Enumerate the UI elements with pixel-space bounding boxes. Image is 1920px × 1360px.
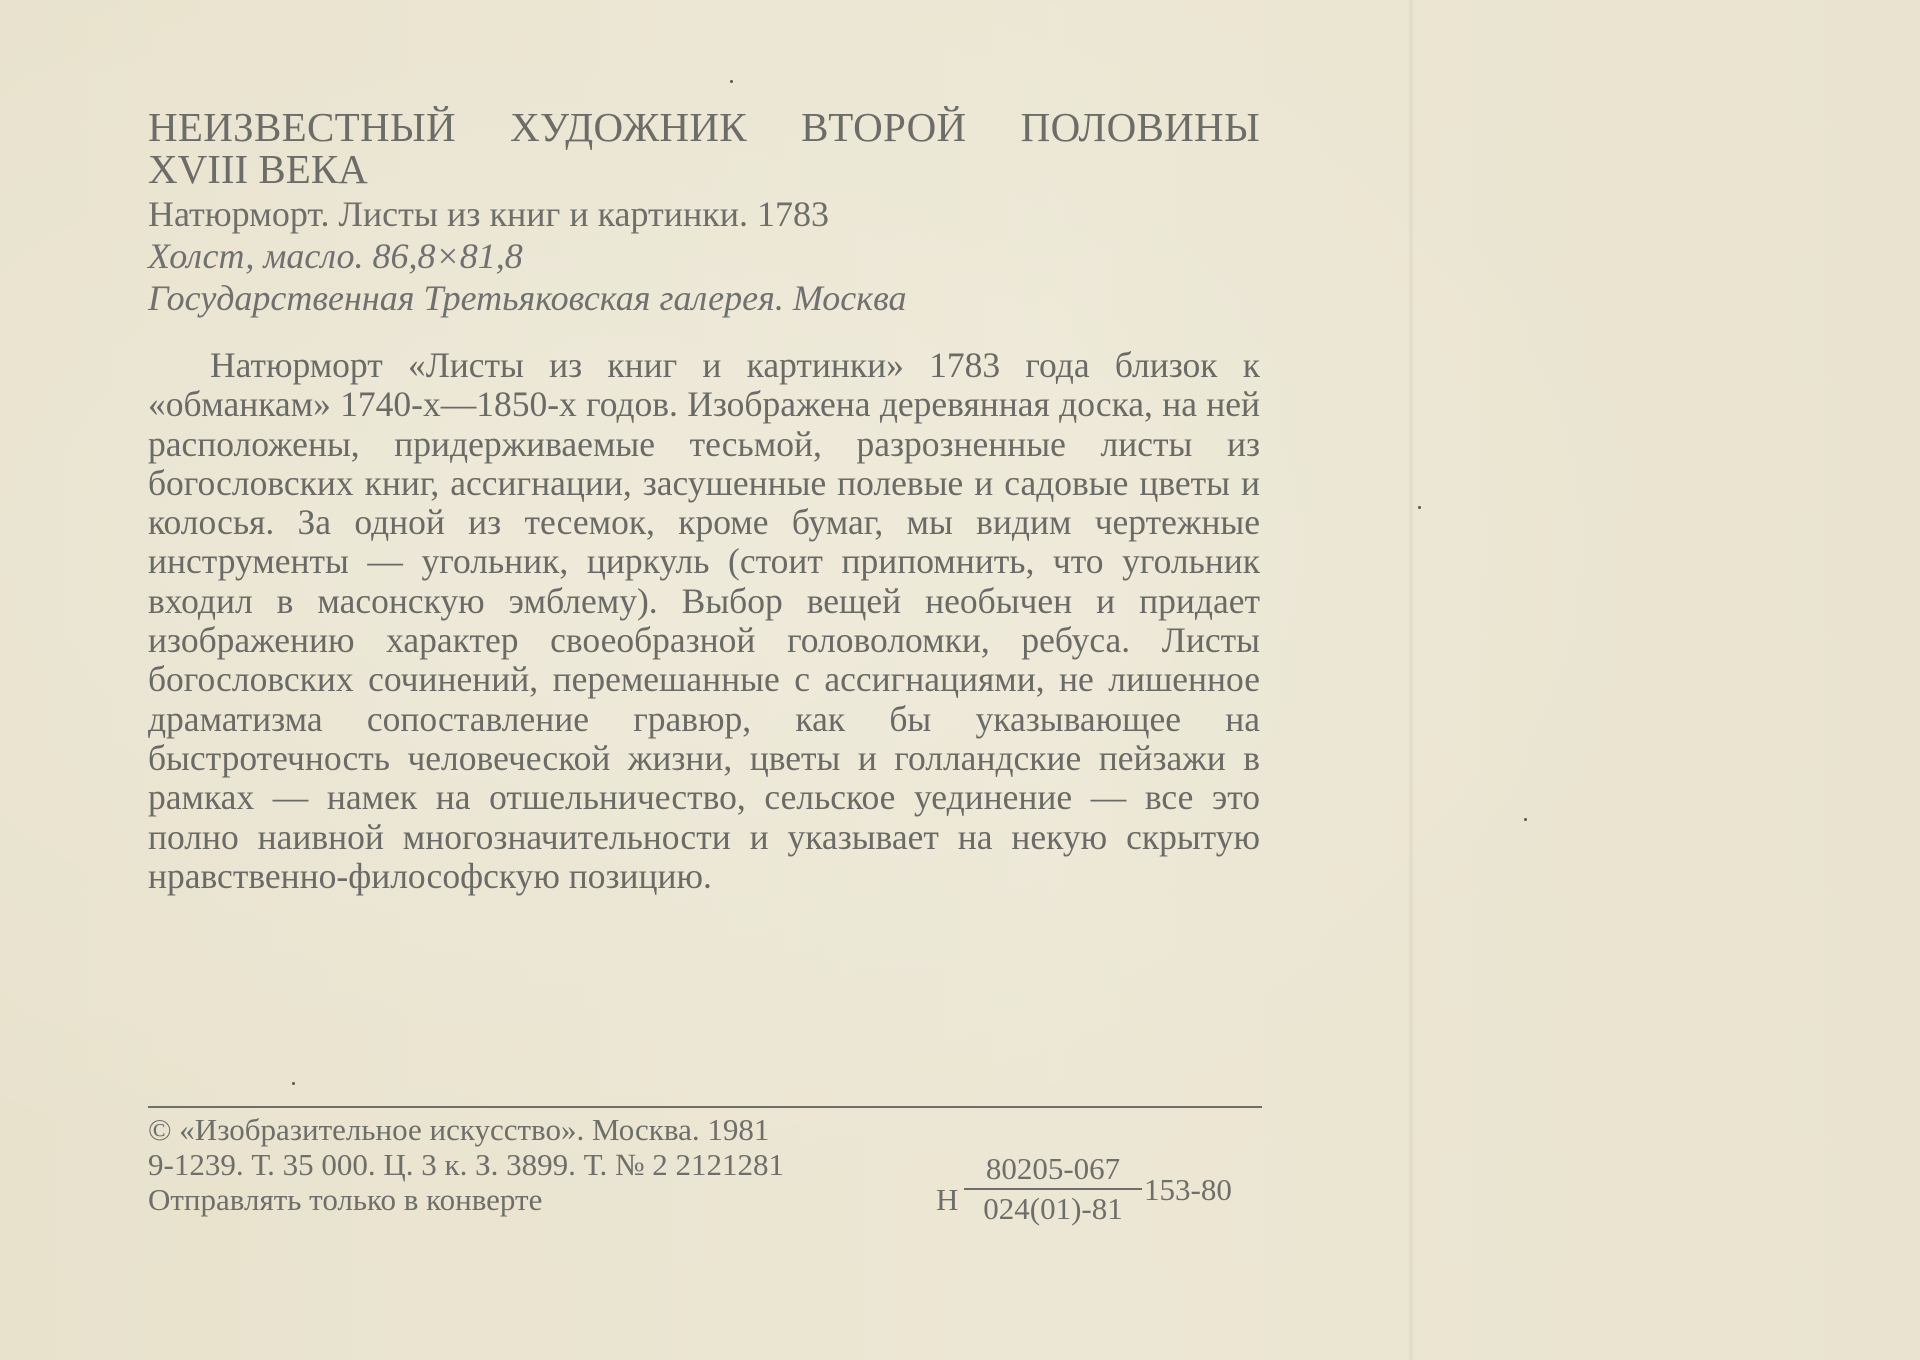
catalog-code-prefix: Н bbox=[936, 1182, 959, 1217]
artist-title-continuation: XVIII ВЕКА bbox=[148, 146, 368, 192]
catalog-code bbox=[936, 1152, 1262, 1242]
catalog-code-fraction bbox=[964, 1152, 1142, 1226]
publication-imprint bbox=[148, 1112, 1262, 1226]
catalog-code-denominator: 024(01)-81 bbox=[983, 1191, 1123, 1226]
artist-title: НЕИЗВЕСТНЫЙ ХУДОЖНИК ВТОРОЙ ПОЛОВИНЫ bbox=[148, 104, 1260, 150]
artwork-caption bbox=[148, 106, 1260, 320]
copyright-line: © «Изобразительное искусство». Москва. 1981 bbox=[148, 1112, 770, 1147]
artwork-name: Натюрморт. Листы из книг и картинки. 1783 bbox=[148, 194, 830, 234]
description-paragraph: Натюрморт «Листы из книг и картинки» 1783 года близок к «обманкам» 1740-х—1850-х годов. Изображена деревянная доска, на ней расположены, придерживаемые тесьмой, разрозненные листы из богословских книг, ассигнации, засушенные полевые и садовые цветы и колосья. За одной из тесемок, кроме бумаг, мы видим чертежные инструменты — угольник, циркуль (стоит припомнить, что угольник входил в масонскую эмблему). Выбор вещей необычен и придает изображению характер своеобразной головоломки, ребуса. Листы богословских сочинений, перемешанные с ассигнациями, не лишенное драматизма сопоставление гравюр, как бы указывающее на быстротечность человеческой жизни, цветы и голландские пейзажи в рамках — намек на отшельничество, сельское уединение — все это полно наивной многозначительности и указывает на некую скрытую нравственно-философскую позицию. bbox=[148, 345, 1260, 896]
paper-speck bbox=[730, 80, 733, 83]
paper-speck bbox=[292, 1082, 295, 1085]
divider bbox=[148, 1106, 1262, 1108]
artwork-medium-dimensions: Холст, масло. 86,8×81,8 bbox=[148, 236, 523, 276]
paper-crease bbox=[1408, 0, 1414, 1360]
mailing-note: Отправлять только в конверте bbox=[148, 1182, 543, 1217]
paper-speck bbox=[1418, 506, 1421, 509]
fraction-bar bbox=[964, 1188, 1142, 1190]
paper-speck bbox=[1524, 818, 1527, 821]
catalog-code-suffix: 153-80 bbox=[1144, 1172, 1232, 1207]
catalog-code-numerator: 80205-067 bbox=[985, 1151, 1121, 1186]
museum-name: Государственная Третьяковская галерея. Москва bbox=[148, 278, 907, 318]
print-details-line: 9-1239. Т. 35 000. Ц. 3 к. З. 3899. Т. № 2 2121281 bbox=[148, 1147, 785, 1182]
description bbox=[148, 346, 1260, 896]
